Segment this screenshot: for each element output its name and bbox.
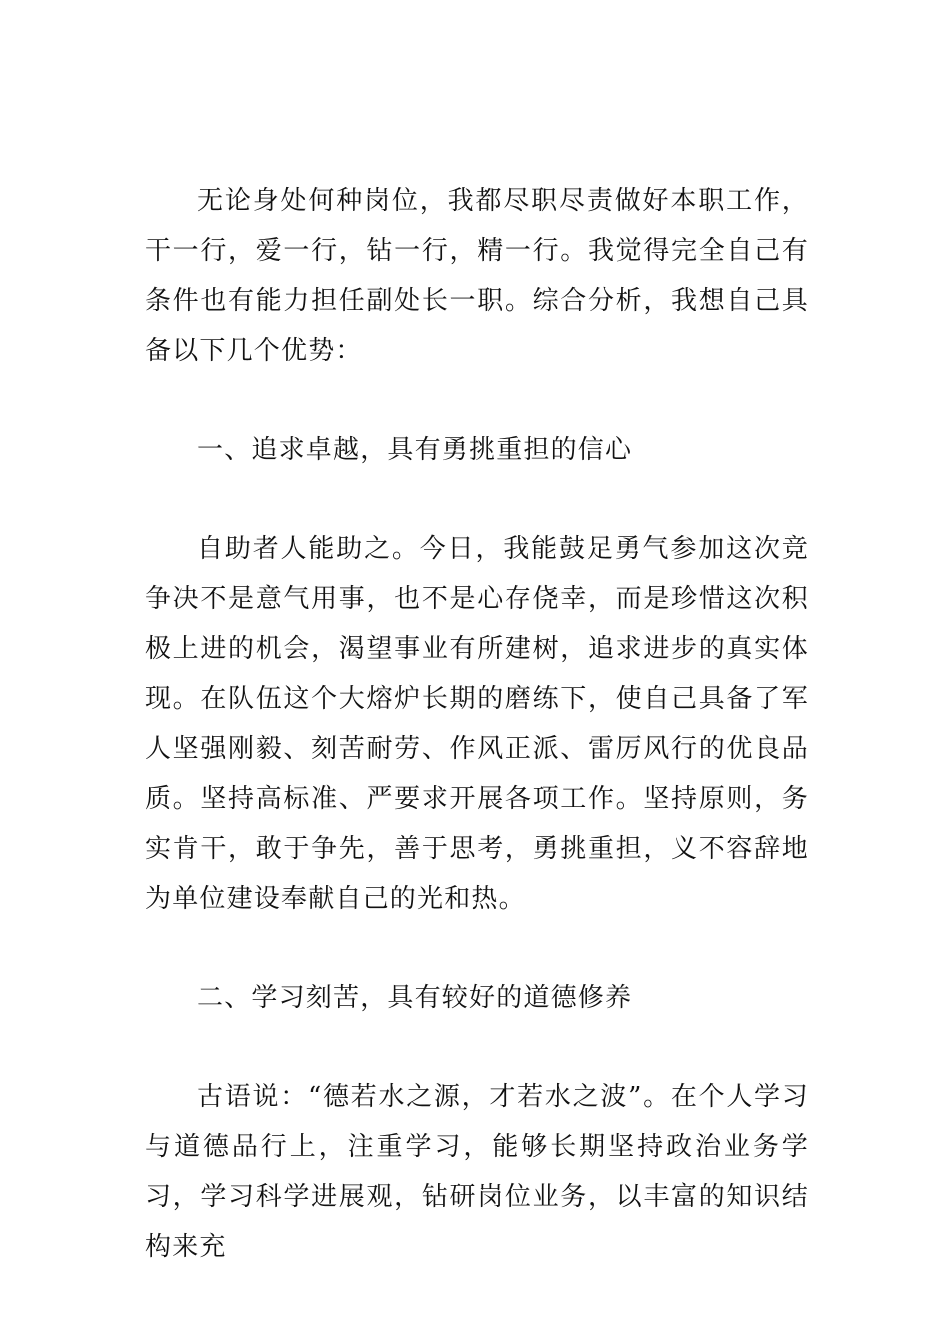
paragraph-spacer xyxy=(145,475,809,524)
section-1-paragraph: 自助者人能助之。今日，我能鼓足勇气参加这次竞争决不是意气用事，也不是心存侥幸，而是珍惜这次积极上进的机会，渴望事业有所建树，追求进步的真实体现。在队伍这个大熔炉长期的磨练下，使自己具备了军人坚强刚毅、刻苦耐劳、作风正派、雷厉风行的优良品质。坚持高标准、严要求开展各项工作。坚持原则，务实肯干，敢于争先，善于思考，勇挑重担，义不容辞地为单位建设奉献自己的光和热。 xyxy=(145,534,809,914)
paragraph-spacer xyxy=(145,1023,809,1072)
section-heading-2: 二、学习刻苦，具有较好的道德修养 xyxy=(197,983,633,1013)
paragraph-spacer xyxy=(145,924,809,973)
section-2-paragraph: 古语说：“德若水之源，才若水之波”。在个人学习与道德品行上，注重学习，能够长期坚持政治业务学习，学习科学进展观，钻研岗位业务，以丰富的知识结构来充 xyxy=(145,1082,809,1262)
paragraph-spacer xyxy=(145,376,809,425)
section-heading-1: 一、追求卓越，具有勇挑重担的信心 xyxy=(197,435,633,465)
intro-paragraph: 无论身处何种岗位，我都尽职尽责做好本职工作，干一行，爱一行，钻一行，精一行。我觉得完全自己有条件也有能力担任副处长一职。综合分析，我想自己具备以下几个优势： xyxy=(145,186,809,366)
document-body xyxy=(145,176,809,1272)
